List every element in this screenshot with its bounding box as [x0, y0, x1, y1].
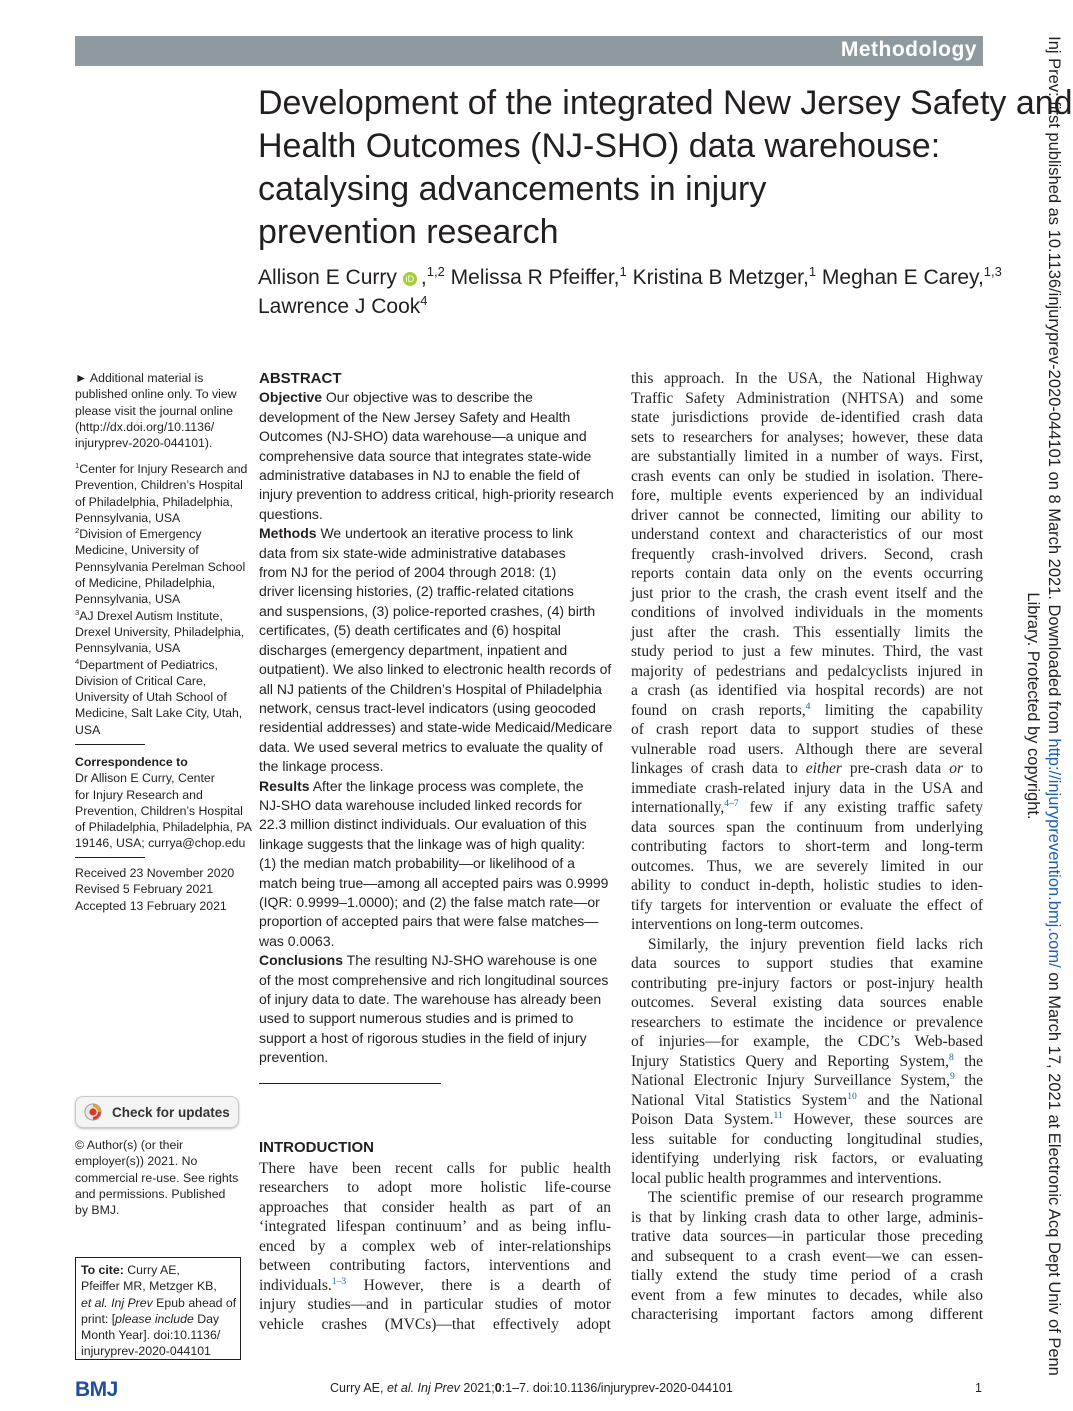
additional-material-note: ► Additional material is published online only. To view please visit the journal online (http://dx.doi.org/10.1136/ injuryprev-2020-044101). — [75, 370, 243, 451]
affiliation-line: Prevention, Children’s Hospital — [75, 478, 243, 493]
section-banner — [75, 36, 983, 66]
title-line: Development of the integrated New Jersey Safety and — [258, 84, 1073, 122]
orcid-icon[interactable]: iD — [403, 272, 417, 286]
author-name[interactable]: Allison E Curry — [258, 266, 397, 289]
abstract-line: support a host of rigorous studies in the field of injury — [259, 1029, 587, 1046]
abstract-line: proportion of accepted pairs that were false matches— — [259, 913, 599, 930]
abstract-line: of the most comprehensive and rich longitudinal sources — [259, 971, 609, 988]
article-dates: Received 23 November 2020 Revised 5 February 2021 Accepted 13 February 2021 — [75, 866, 235, 913]
text-line: study period to just a few minutes. Third, the vast — [631, 643, 983, 660]
correspondence: Correspondence to Dr Allison E Curry, Center for Injury Research and Prevention, Children’s Hospital of Philadelphia, Philadelphia, PA 19146, USA; curryа@chop.edu — [75, 755, 252, 851]
text-line: understand context and characteristics of our most — [631, 526, 983, 543]
text-line: contributing factors to short-term and long-term — [631, 838, 983, 855]
text-line: reports contain data only on the events occurring — [631, 565, 983, 582]
abstract-subheading: Methods — [259, 525, 317, 542]
divider — [75, 857, 145, 858]
affiliation-line: Medicine, University of — [75, 543, 199, 558]
text-line: Similarly, the injury prevention field lacks rich — [648, 935, 983, 953]
doi-link[interactable]: (http://dx.doi.org/10.1136/ — [75, 419, 215, 434]
correspondence-heading: Correspondence to — [75, 755, 188, 769]
text-line: frequently crash-involved drivers. Second, crash — [631, 545, 983, 563]
abstract-line: (1) the median match probability—or likelihood of a — [259, 855, 575, 872]
author-name[interactable]: Kristina B Metzger, — [632, 266, 809, 289]
author-list: Allison E Curry iD ,$^{1,2}$ Melissa R Pfeiffer,$^1$ Kristina B Metzger,$^1$ Meghan E Carey,$^{1,3}$ Lawrence J Cook$^4$ — [258, 264, 1002, 318]
abstract-subheading: Conclusions — [259, 952, 344, 969]
copyright-notice: © Author(s) (or their employer(s)) 2021. No commercial re-use. See rights and permissions. Published by BMJ. — [75, 1138, 239, 1218]
affiliation-line: Pennsylvania, USA — [75, 510, 181, 525]
abstract-line: of injury data to date. The warehouse has already been — [259, 991, 602, 1007]
reference-link[interactable]: 10 — [847, 1090, 857, 1102]
section-label: Methodology — [840, 38, 977, 61]
text-line: ability to conduct in-depth, holistic studies to iden- — [631, 877, 983, 894]
title-line: catalysing advancements in injury — [258, 170, 767, 208]
abstract-line: and suspensions, (3) police-reported crashes, (4) birth — [259, 602, 596, 619]
abstract-line: used to support numerous studies and is primed to — [259, 1010, 574, 1027]
check-updates-label: Check for updates — [112, 1105, 230, 1120]
abstract-line: match being true—among all accepted pairs was 0.9999 — [259, 874, 609, 891]
watermark-text: Library. Protected by copyright. — [1024, 592, 1042, 820]
abstract-line: injury prevention to address critical, high-priority research — [259, 486, 614, 503]
bmj-logo: BMJ — [75, 1378, 118, 1401]
article-title — [258, 82, 1073, 254]
affiliation-line: $^2$Division of Emergency — [75, 526, 202, 542]
abstract-line: comprehensive data source that integrates state-wide — [259, 447, 592, 464]
journal-link[interactable]: http://injuryprevention.bmj.com/ — [1045, 738, 1063, 968]
abstract-heading: ABSTRACT — [259, 370, 342, 387]
text-line: state jurisdictions provide de-identified crash data — [631, 409, 983, 426]
abstract-line: NJ-SHO data warehouse included linked records for — [259, 796, 582, 813]
text-line: less suitable for conducting longitudinal studies, — [631, 1130, 983, 1148]
divider — [75, 744, 145, 745]
abstract-subheading: Objective — [259, 389, 323, 406]
text-line: crash events can only be studied in isolation. There- — [631, 467, 983, 485]
text-line: characterising important factors among different — [631, 1306, 983, 1323]
paragraph — [631, 935, 983, 1052]
watermark-text: Inj Prev: first published as 10.1136/injuryprev-2020-044101 on 8 March 2021. Downloaded from — [1045, 36, 1063, 739]
abstract-line: administrative databases in NJ to enable the field of — [259, 467, 580, 484]
cite-heading: To cite: — [81, 1263, 124, 1277]
text-line: of injuries—for example, the CDC’s Web-based — [631, 1033, 983, 1050]
check-updates-icon — [84, 1103, 102, 1121]
affiliation-sup: 1 — [808, 264, 817, 279]
text-line: data sources span the continuum from underlying — [631, 818, 983, 836]
affiliation-line: Pennsylvania, USA — [75, 641, 181, 656]
text-line: event from a few minutes to decades, while also — [631, 1286, 983, 1304]
reference-link[interactable]: 4 — [805, 700, 811, 712]
affiliation-sup: 1,2 — [426, 264, 445, 279]
reference-link[interactable]: 11 — [773, 1109, 783, 1121]
introduction-section: INTRODUCTION There have been recent calls for public health researchers to adopt more holistic life-course approaches that consider health as part of an ‘integrated lifespan continuum’ and as being influ- enced by a complex web of inter-relationships between contributing factors, interventions and individuals.$^{1-3}$ However, there is a dearth of injury studies—and in particular studies of motor vehicle crashes (MVCs)—that effectively adopt — [259, 1139, 611, 1333]
correspondence-email: 19146, USA; curryа@chop.edu — [75, 836, 246, 851]
affiliation-line: Medicine, Salt Lake City, Utah, — [75, 706, 243, 721]
author-name[interactable]: Lawrence J Cook — [258, 295, 421, 318]
abstract-body — [259, 388, 614, 1067]
title-line: Health Outcomes (NJ-SHO) data warehouse: — [258, 127, 941, 165]
text-line: majority of pedestrians and pedalcyclists injured in — [631, 662, 983, 680]
text-line: just after the crash. This essentially limits the — [631, 623, 983, 641]
text-line: fore, multiple events experienced by an individual — [631, 487, 983, 504]
author-name[interactable]: Melissa R Pfeiffer, — [450, 266, 620, 289]
affiliation-sup: 1,3 — [983, 264, 1002, 279]
text-line: are substantially limited in a number of ways. First, — [631, 448, 983, 465]
text-line: a crash (as identified via hospital records) are not — [631, 682, 983, 699]
affiliation-line: of Medicine, Philadelphia, — [75, 576, 216, 591]
abstract-line: discharges (emergency department, inpatient and — [259, 641, 568, 658]
abstract-line: questions. — [259, 505, 323, 522]
abstract-line: Results After the linkage process was complete, the — [259, 777, 584, 794]
abstract-line: prevention. — [259, 1049, 329, 1066]
abstract-line: development of the New Jersey Safety and Health — [259, 408, 571, 425]
abstract-line: was 0.0063. — [259, 932, 335, 949]
abstract-line: 22.3 million distinct individuals. Our evaluation of this — [259, 816, 587, 833]
check-for-updates-button[interactable] — [75, 1096, 239, 1128]
abstract-line: Objective Our objective was to describe the — [259, 389, 533, 406]
text-line: data sources to support studies that examine — [631, 955, 983, 972]
author-name[interactable]: Meghan E Carey, — [821, 266, 984, 289]
title-line: prevention research — [258, 213, 559, 251]
paragraph — [631, 818, 983, 916]
watermark-text: on March 17, 2021 at Electronic Acq Dept Univ of Penn — [1045, 967, 1063, 1376]
reference-link[interactable]: 4–7 — [724, 797, 739, 809]
abstract-line: linkage suggests that the linkage was of high quality: — [259, 835, 586, 852]
text-line: outcomes. Thus, we are severely limited in our — [631, 857, 983, 875]
body-column-right: this approach. In the USA, the National Highway Traffic Safety Administration (NHTSA) and some state jurisdictions provide de-identified crash data sets to researchers for analyses; however, these data are substantially limited in a number of ways. First, crash events can only be studied in isolation. There- fore, multiple events experienced by an individual driver cannot be connected, limiting our ability to understand context and characteristics of our most frequently crash-involved drivers. Second, crash reports contain data only on the events occurring just prior to the crash, the crash event itself and the conditions of involved individuals in the moments just after the crash. This essentially limits the study period to just a few minutes. Third, the vast majority of pedestrians and pedalcyclists injured in a crash (as identified via hospital records) are not found on crash reports,$^4$ limiting the capability of crash report data to support studies of these vulnerable road users. Although there are several linkages of crash data to either pre-crash data or to immediate crash-related injury data in the USA and internationally,$^{4-7}$ few if any existing traffic safety data sources span the continuum from underlying contributing factors to short-term and long-term outcomes. Thus, we are severely limited in our ability to conduct in-depth, holistic studies to iden- tify targets for intervention or evaluate the effect of interventions on long-term outcomes. Similarly, the injury prevention field lacks rich data sources to support studies that examine contributing pre-injury factors or post-injury health outcomes. Several existing data sources enable researchers to estimate the incidence or prevalence of injuries—for example, the CDC’s Web-based Injury Statistics Query and Reporting System,$^8$ the National Electronic Injury Surveillance System,$^9$ the National Vital Statistics System$^{10}$ and the National Poison Data System.$^{11}$ However, these sources are less suitable for conducting longitudinal studies, identifying underlying risk factors, or evaluating local public health programmes and interventions. The scientific premise of our research programme is that by linking crash data to other large, adminis- trative data sources—in particular those preceding and subsequent to a crash event—we can essen- tially extend the study time period of a crash event from a few minutes to decades, while also characterising important factors among different — [631, 370, 984, 1323]
text-line: this approach. In the USA, the National Highway — [631, 370, 983, 387]
affiliation-line: Pennsylvania Perelman School — [75, 559, 246, 574]
abstract-line: data. We used several metrics to evaluate the quality of — [259, 738, 603, 755]
abstract-line: Conclusions The resulting NJ-SHO warehouse is one — [259, 952, 598, 969]
download-watermark — [1012, 36, 1064, 1376]
text-line: conditions of involved individuals in the moments — [631, 604, 983, 621]
affiliations — [75, 460, 248, 738]
text-line: The scientific premise of our research programme — [648, 1189, 983, 1206]
abstract-line: residential addresses) and state-wide Medicaid/Medicare — [259, 719, 613, 736]
text-line: and subsequent to a crash event—we can essen- — [631, 1247, 983, 1265]
citation-box: To cite: Curry AE, Pfeiffer MR, Metzger KB, et al. Inj Prev Epub ahead of print: [please include Day Month Year]. doi:10.1136/ injuryprev-2020-044101 — [75, 1257, 241, 1360]
affiliation-line: $^1$Center for Injury Research and — [75, 460, 248, 476]
abstract-line: driver licensing histories, (2) traffic-related citations — [259, 583, 574, 600]
text-line: Traffic Safety Administration (NHTSA) and some — [631, 389, 983, 407]
text-line: just prior to the crash, the crash event itself and the — [631, 584, 983, 602]
abstract-line: the linkage process. — [259, 758, 384, 775]
paragraph — [631, 1130, 983, 1169]
text-line: trative data sources—in particular those preceding — [631, 1228, 983, 1245]
text-line: identifying underlying risk factors, or evaluating — [631, 1150, 983, 1167]
abstract-line: (IQR: 0.9999–1.0000); and (2) the false match rate—or — [259, 893, 600, 910]
affiliation-line: Division of Critical Care, — [75, 673, 207, 688]
reference-link[interactable]: 8 — [948, 1051, 954, 1063]
abstract-line: network, census tract-level indicators (using geocoded — [259, 699, 596, 716]
page-number: 1 — [975, 1381, 982, 1395]
text-line: sets to researchers for analyses; however, these data — [631, 428, 983, 446]
affiliation-line: $^3$AJ Drexel Autism Institute, — [75, 607, 223, 623]
abstract-line: data from six state-wide administrative databases — [259, 544, 566, 561]
affiliation-line: $^4$Department of Pediatrics, — [75, 656, 218, 672]
paragraph — [631, 1188, 983, 1325]
affiliation-sup: 1 — [619, 264, 627, 279]
abstract-line: certificates, (5) death certificates and (6) hospital — [259, 622, 561, 639]
abstract-line: Methods We undertook an iterative process to link — [259, 525, 574, 542]
abstract-subheading: Results — [259, 777, 310, 794]
text-line: driver cannot be connected, limiting our ability to — [631, 506, 983, 524]
affiliation-line: Drexel University, Philadelphia, — [75, 624, 245, 639]
text-line: contributing pre-injury factors or post-injury health — [631, 974, 983, 992]
text-line: is that by linking crash data to other large, adminis- — [631, 1208, 983, 1226]
affiliation-sup: 4 — [420, 293, 428, 308]
abstract-line: all NJ patients of the Children’s Hospital of Philadelphia — [259, 680, 602, 697]
introduction-heading: INTRODUCTION — [259, 1139, 374, 1156]
abstract-column — [259, 369, 614, 1333]
affiliation-line: of Philadelphia, Philadelphia, — [75, 494, 233, 509]
affiliation-line: Pennsylvania, USA — [75, 592, 181, 607]
text-line: tially extend the study time period of a crash — [631, 1267, 983, 1284]
text-line: tify targets for intervention or evaluate the effect of — [631, 896, 983, 914]
paragraph — [631, 369, 983, 701]
affiliation-line: University of Utah School of — [75, 690, 227, 705]
abstract-line: from NJ for the period of 2004 through 2018: (1) — [259, 564, 557, 581]
affiliation-line: USA — [75, 722, 101, 737]
text-line: researchers to estimate the incidence or prevalence — [631, 1013, 983, 1031]
abstract-line: outpatient). We also linked to electronic health records of — [259, 661, 612, 678]
reference-link[interactable]: 9 — [950, 1070, 955, 1082]
abstract-line: Outcomes (NJ-SHO) data warehouse—a unique and — [259, 428, 587, 445]
reference-link[interactable]: 1–3 — [331, 1275, 347, 1287]
divider — [259, 1083, 441, 1084]
footer-citation: Curry AE, et al. Inj Prev 2021;0:1–7. doi:10.1136/injuryprev-2020-044101 — [330, 1381, 733, 1395]
text-line: outcomes. Several existing data sources enable — [631, 994, 983, 1011]
